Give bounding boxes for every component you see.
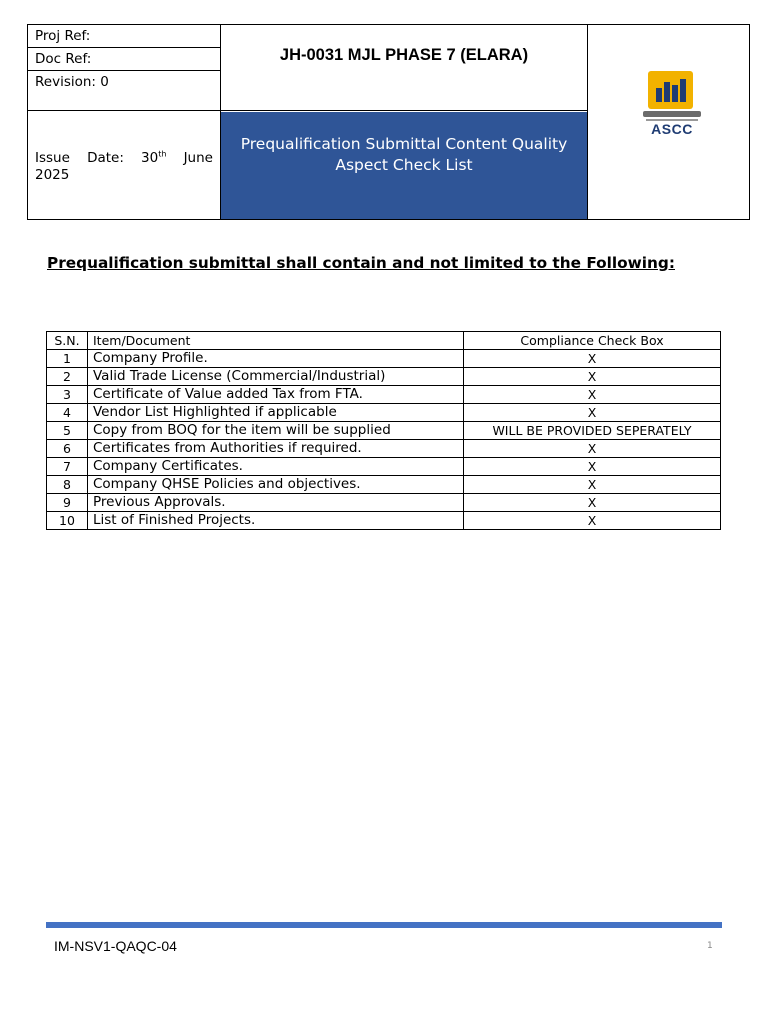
row-item: Company QHSE Policies and objectives. [88,476,464,494]
issue-day [141,150,166,167]
table-row [47,494,721,512]
issue-month: June [183,150,213,166]
row-check: WILL BE PROVIDED SEPERATELY [464,422,721,440]
company-logo [643,71,701,141]
row-sn: 2 [47,368,88,386]
row-item: Valid Trade License (Commercial/Industrial) [88,368,464,386]
row-check: X [464,404,721,422]
row-sn: 7 [47,458,88,476]
column-header-item: Item/Document [88,332,464,350]
document-title [241,134,568,176]
row-check: X [464,512,721,530]
page-number: 1 [707,941,713,951]
document-title-box [221,112,587,219]
issue-day-number: 30 [141,150,159,166]
proj-ref-label: Proj Ref: [28,25,220,48]
table-row [47,422,721,440]
project-title-text: JH-0031 MJL PHASE 7 (ELARA) [279,46,529,64]
row-sn: 3 [47,386,88,404]
row-item: Company Profile. [88,350,464,368]
row-check: X [464,476,721,494]
document-title-line2: Aspect Check List [335,155,473,174]
row-sn: 6 [47,440,88,458]
document-title-line1: Prequalification Submittal Content Quality [240,134,568,153]
logo-text: ASCC [651,121,693,137]
column-header-sn: S.N. [47,332,88,350]
footer-doc-code: IM-NSV1-QAQC-04 [54,938,177,954]
row-check: X [464,368,721,386]
doc-ref-label: Doc Ref: [28,48,220,71]
row-sn: 5 [47,422,88,440]
section-heading: Prequalification submittal shall contain and not limited to the Following: [47,254,675,272]
row-check: X [464,458,721,476]
logo-arabic-text [643,111,701,117]
footer-rule [46,922,722,928]
issue-date [28,112,220,219]
project-title [221,25,587,111]
row-item: List of Finished Projects. [88,512,464,530]
row-check: X [464,350,721,368]
table-row [47,368,721,386]
table-row [47,404,721,422]
row-sn: 9 [47,494,88,512]
issue-day-suffix: th [158,149,167,159]
date-word: Date: [87,150,124,166]
table-row [47,386,721,404]
row-item: Copy from BOQ for the item will be supplied [88,422,464,440]
table-row [47,350,721,368]
row-check: X [464,494,721,512]
table-row [47,512,721,530]
row-item: Company Certificates. [88,458,464,476]
row-check: X [464,440,721,458]
revision-label: Revision: 0 [28,71,220,111]
row-item: Vendor List Highlighted if applicable [88,404,464,422]
logo-mark-icon [648,71,693,109]
row-item: Previous Approvals. [88,494,464,512]
row-sn: 1 [47,350,88,368]
compliance-table [46,331,721,530]
issue-word: Issue [35,150,70,166]
row-item: Certificates from Authorities if required. [88,440,464,458]
document-header [27,24,750,220]
logo-cell [588,25,749,219]
row-check: X [464,386,721,404]
row-item: Certificate of Value added Tax from FTA. [88,386,464,404]
column-header-check: Compliance Check Box [464,332,721,350]
row-sn: 10 [47,512,88,530]
issue-year: 2025 [35,167,70,183]
table-row [47,476,721,494]
table-row [47,440,721,458]
row-sn: 8 [47,476,88,494]
row-sn: 4 [47,404,88,422]
table-row [47,458,721,476]
table-header-row [47,332,721,350]
